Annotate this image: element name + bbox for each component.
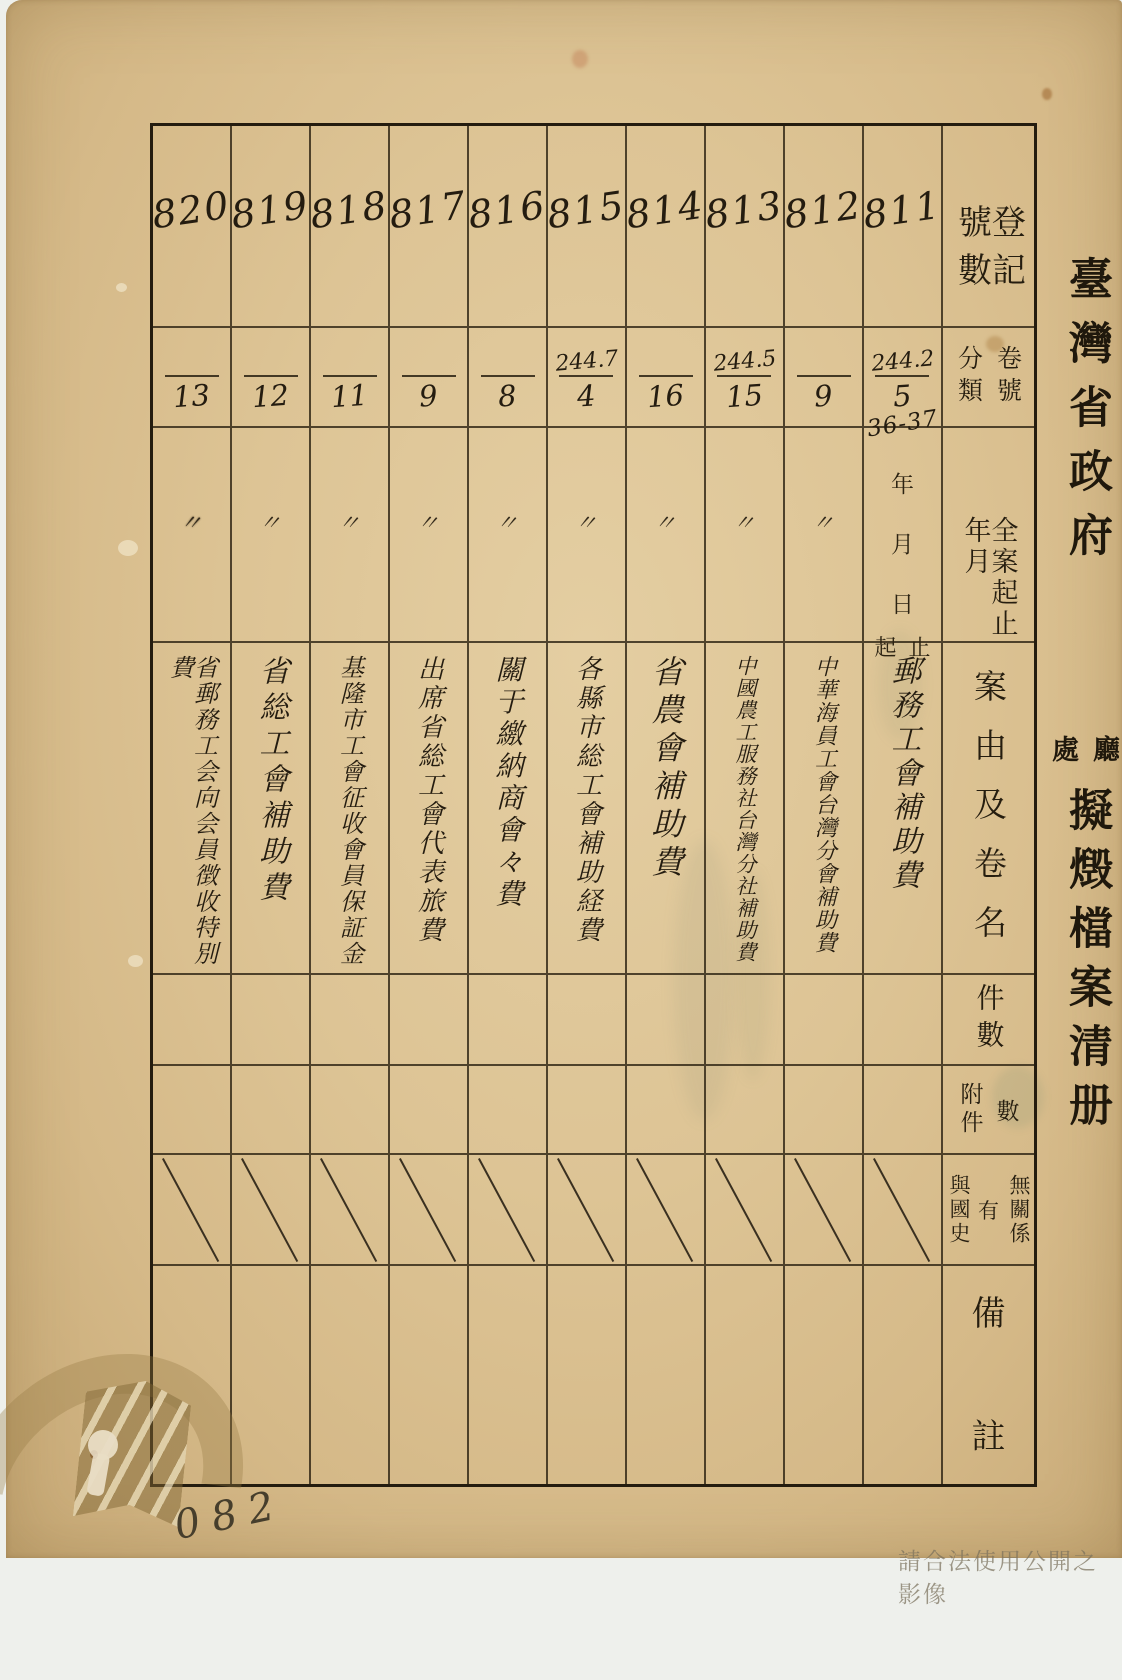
cell-item-count <box>390 975 469 1066</box>
header-column <box>943 126 1034 1484</box>
case-title: 基隆市工會征收會員保証金 <box>335 655 364 967</box>
slash-mark <box>399 1158 456 1262</box>
year-label: 年 <box>891 472 914 498</box>
cell-classification <box>785 328 864 428</box>
cell-classification <box>232 328 311 428</box>
cell-attachment-count <box>390 1066 469 1155</box>
classification-fraction <box>165 340 219 413</box>
title-dept-chu: 處 <box>1052 735 1079 766</box>
volume-number: 9 <box>813 378 834 414</box>
fraction-line <box>481 375 535 377</box>
date-range: 36-37 <box>865 405 940 443</box>
classification-fraction <box>797 340 851 413</box>
copyright-watermark: 請合法使用公開之影像 <box>898 1549 1098 1608</box>
header-case-title: 案由及卷名 <box>943 643 1034 975</box>
fraction-line <box>639 375 693 377</box>
classification-number <box>506 340 509 374</box>
registration-number: 814 <box>623 182 708 238</box>
archive-register-table <box>150 123 1037 1487</box>
case-title: 中國農工服務社台灣分社補助費 <box>733 655 757 963</box>
cell-dates <box>390 428 469 643</box>
cell-case-title <box>548 643 627 975</box>
cell-dates <box>706 428 785 643</box>
cell-attachment-count <box>785 1066 864 1155</box>
cell-attachment-count <box>627 1066 706 1155</box>
title-department-options <box>1052 728 1120 767</box>
cell-classification <box>469 328 548 428</box>
cell-item-count <box>153 975 232 1066</box>
cell-case-title <box>864 643 943 975</box>
cell-dates <box>627 428 706 643</box>
cell-item-count <box>548 975 627 1066</box>
cell-classification <box>390 328 469 428</box>
volume-number: 13 <box>171 377 212 415</box>
ditto-mark: 〃 <box>178 509 204 538</box>
cell-item-count <box>706 975 785 1066</box>
cell-remarks <box>311 1266 390 1484</box>
header-count: 數 <box>996 1099 1020 1125</box>
registration-number: 813 <box>702 182 787 238</box>
slash-mark <box>478 1158 535 1262</box>
cell-registration <box>228 126 313 328</box>
stain <box>1042 88 1052 100</box>
scanned-paper <box>6 0 1122 1558</box>
slash-mark <box>636 1158 693 1262</box>
ditto-mark: 〃 <box>494 509 520 538</box>
entry-column-815 <box>544 126 629 1484</box>
classification-number: 244.7 <box>554 346 620 377</box>
slash-mark <box>794 1158 851 1262</box>
volume-number: 8 <box>497 378 518 414</box>
slash-mark <box>873 1158 930 1262</box>
document-title <box>1046 256 1122 1141</box>
cell-case-title <box>469 643 548 975</box>
ditto-mark: 〃 <box>810 509 836 538</box>
classification-fraction <box>323 340 377 413</box>
classification-fraction <box>713 340 776 413</box>
handwritten-page-number: 082 <box>170 1480 290 1550</box>
cell-registration <box>860 126 945 328</box>
cell-dates <box>785 428 864 643</box>
cell-item-count <box>311 975 390 1066</box>
case-title: 省農會補助費 <box>646 655 685 883</box>
header-history-relation <box>943 1155 1034 1266</box>
cell-remarks <box>469 1266 548 1484</box>
entry-column-812 <box>781 126 866 1484</box>
cell-remarks <box>390 1266 469 1484</box>
classification-fraction <box>639 340 693 413</box>
case-title: 郵務工會補助費 <box>885 655 921 893</box>
registration-number: 818 <box>307 182 392 238</box>
cell-dates <box>548 428 627 643</box>
cell-registration <box>702 126 787 328</box>
case-title: 省郵務工会向会員徴收特別費 <box>165 655 218 967</box>
fraction-line <box>165 375 219 377</box>
slash-mark <box>715 1158 772 1262</box>
classification-number <box>269 340 272 374</box>
entry-column-818 <box>307 126 392 1484</box>
cell-case-title <box>311 643 390 975</box>
classification-number <box>427 340 430 374</box>
volume-number: 5 <box>892 378 913 414</box>
cell-case-title <box>706 643 785 975</box>
cell-history-relation <box>864 1155 943 1266</box>
title-dept-ting: 廳 <box>1093 735 1120 766</box>
classification-fraction <box>481 340 535 413</box>
classification-number <box>822 340 825 374</box>
volume-number: 11 <box>329 377 370 415</box>
cell-registration <box>465 126 550 328</box>
header-classification-volume <box>943 328 1034 428</box>
slash-mark <box>162 1158 219 1262</box>
ditto-mark: 〃 <box>573 509 599 538</box>
entry-column-819 <box>228 126 313 1484</box>
cell-case-title <box>153 643 232 975</box>
cell-registration <box>623 126 708 328</box>
entry-column-816 <box>465 126 550 1484</box>
ditto-mark: 〃 <box>257 509 283 538</box>
header-attachment: 附件 <box>956 1081 983 1138</box>
entry-column-814 <box>623 126 708 1484</box>
cell-dates <box>232 428 311 643</box>
fraction-line <box>402 375 456 377</box>
cell-history-relation <box>311 1155 390 1266</box>
fraction-line <box>797 375 851 377</box>
registration-number: 812 <box>781 182 866 238</box>
slash-mark <box>320 1158 377 1262</box>
registration-number: 819 <box>228 182 313 238</box>
registration-number: 817 <box>386 182 471 238</box>
cell-classification <box>706 328 785 428</box>
cell-item-count <box>469 975 548 1066</box>
cell-attachment-count <box>548 1066 627 1155</box>
header-attachment-count <box>943 1066 1034 1155</box>
volume-number: 9 <box>418 378 439 414</box>
cell-item-count <box>864 975 943 1066</box>
case-title: 中華海員工會台灣分會補助費 <box>811 655 837 954</box>
header-item-count: 件數 <box>943 975 1034 1066</box>
registration-number: 815 <box>544 182 629 238</box>
header-classification: 分類 <box>954 345 984 409</box>
day-label: 日 <box>891 592 914 618</box>
cell-registration <box>386 126 471 328</box>
classification-fraction <box>402 340 456 413</box>
title-government: 臺灣省政府 <box>1061 256 1112 576</box>
cell-item-count <box>627 975 706 1066</box>
entry-column-811 <box>860 126 945 1484</box>
cell-dates <box>864 405 943 661</box>
case-title: 關于繳納商會々費 <box>491 655 525 911</box>
ditto-mark: 〃 <box>415 509 441 538</box>
entry-column-817 <box>386 126 471 1484</box>
cell-registration <box>307 126 392 328</box>
ditto-mark: 〃 <box>652 509 678 538</box>
cell-remarks <box>627 1266 706 1484</box>
cell-dates <box>311 428 390 643</box>
registration-number: 820 <box>149 182 234 238</box>
classification-number <box>190 340 193 374</box>
header-case-dates: 全案起止年月 <box>943 428 1034 643</box>
cell-remarks <box>706 1266 785 1484</box>
cell-attachment-count <box>864 1066 943 1155</box>
entry-column-813 <box>702 126 787 1484</box>
cell-history-relation <box>232 1155 311 1266</box>
cell-history-relation <box>627 1155 706 1266</box>
paper-chip <box>116 283 127 292</box>
cell-case-title <box>390 643 469 975</box>
cell-registration <box>544 126 629 328</box>
classification-number: 244.5 <box>712 346 778 377</box>
classification-number <box>348 340 351 374</box>
cell-attachment-count <box>153 1066 232 1155</box>
entry-column-820 <box>149 126 234 1484</box>
volume-number: 4 <box>576 378 597 414</box>
header-remarks: 備 註 <box>971 1294 1006 1457</box>
slash-mark <box>241 1158 298 1262</box>
cell-case-title <box>785 643 864 975</box>
ditto-mark: 〃 <box>336 509 362 538</box>
volume-number: 16 <box>645 377 686 415</box>
registration-number: 811 <box>860 182 945 238</box>
cell-attachment-count <box>232 1066 311 1155</box>
cell-history-relation <box>785 1155 864 1266</box>
fraction-line <box>244 375 298 377</box>
classification-number <box>664 340 667 374</box>
volume-number: 15 <box>724 377 765 415</box>
classification-fraction <box>871 340 934 413</box>
header-history-has: 有 <box>978 1198 999 1223</box>
cell-remarks <box>864 1266 943 1484</box>
slash-mark <box>557 1158 614 1262</box>
registration-number: 816 <box>465 182 550 238</box>
paper-chip <box>118 540 138 556</box>
case-title: 各縣市総工會補助経費 <box>571 655 602 945</box>
volume-number: 12 <box>250 377 291 415</box>
cell-classification <box>548 328 627 428</box>
header-history-left: 與國史 <box>947 1173 971 1246</box>
cell-attachment-count <box>469 1066 548 1155</box>
cell-registration <box>149 126 234 328</box>
cell-history-relation <box>548 1155 627 1266</box>
cell-case-title <box>627 643 706 975</box>
cell-item-count <box>785 975 864 1066</box>
paper-chip <box>128 955 143 967</box>
month-label: 月 <box>891 532 914 558</box>
header-registration-number: 登記號數 <box>943 126 1034 328</box>
ditto-mark: 〃 <box>731 509 757 538</box>
cell-dates <box>469 428 548 643</box>
classification-number: 244.2 <box>870 346 936 377</box>
cell-remarks <box>785 1266 864 1484</box>
fraction-line <box>323 375 377 377</box>
classification-fraction <box>555 340 618 413</box>
cell-classification <box>153 328 232 428</box>
cell-case-title <box>232 643 311 975</box>
cell-dates <box>153 428 232 643</box>
stain <box>572 50 588 68</box>
case-title: 出席省総工會代表旅費 <box>413 655 444 945</box>
cell-classification <box>627 328 706 428</box>
classification-fraction <box>244 340 298 413</box>
cell-item-count <box>232 975 311 1066</box>
cell-classification <box>311 328 390 428</box>
cell-attachment-count <box>311 1066 390 1155</box>
cell-remarks <box>548 1266 627 1484</box>
cell-registration <box>781 126 866 328</box>
case-title: 省総工會補助費 <box>253 655 289 907</box>
cell-history-relation <box>469 1155 548 1266</box>
title-register-name: 擬燬檔案清册 <box>1061 787 1112 1141</box>
end-label: 止 <box>908 636 931 661</box>
header-volume-number: 卷號 <box>993 345 1023 409</box>
start-label: 起 <box>874 636 897 661</box>
cell-history-relation <box>706 1155 785 1266</box>
cell-attachment-count <box>706 1066 785 1155</box>
cell-history-relation <box>390 1155 469 1266</box>
header-history-right: 無關係 <box>1007 1173 1031 1246</box>
cell-history-relation <box>153 1155 232 1266</box>
